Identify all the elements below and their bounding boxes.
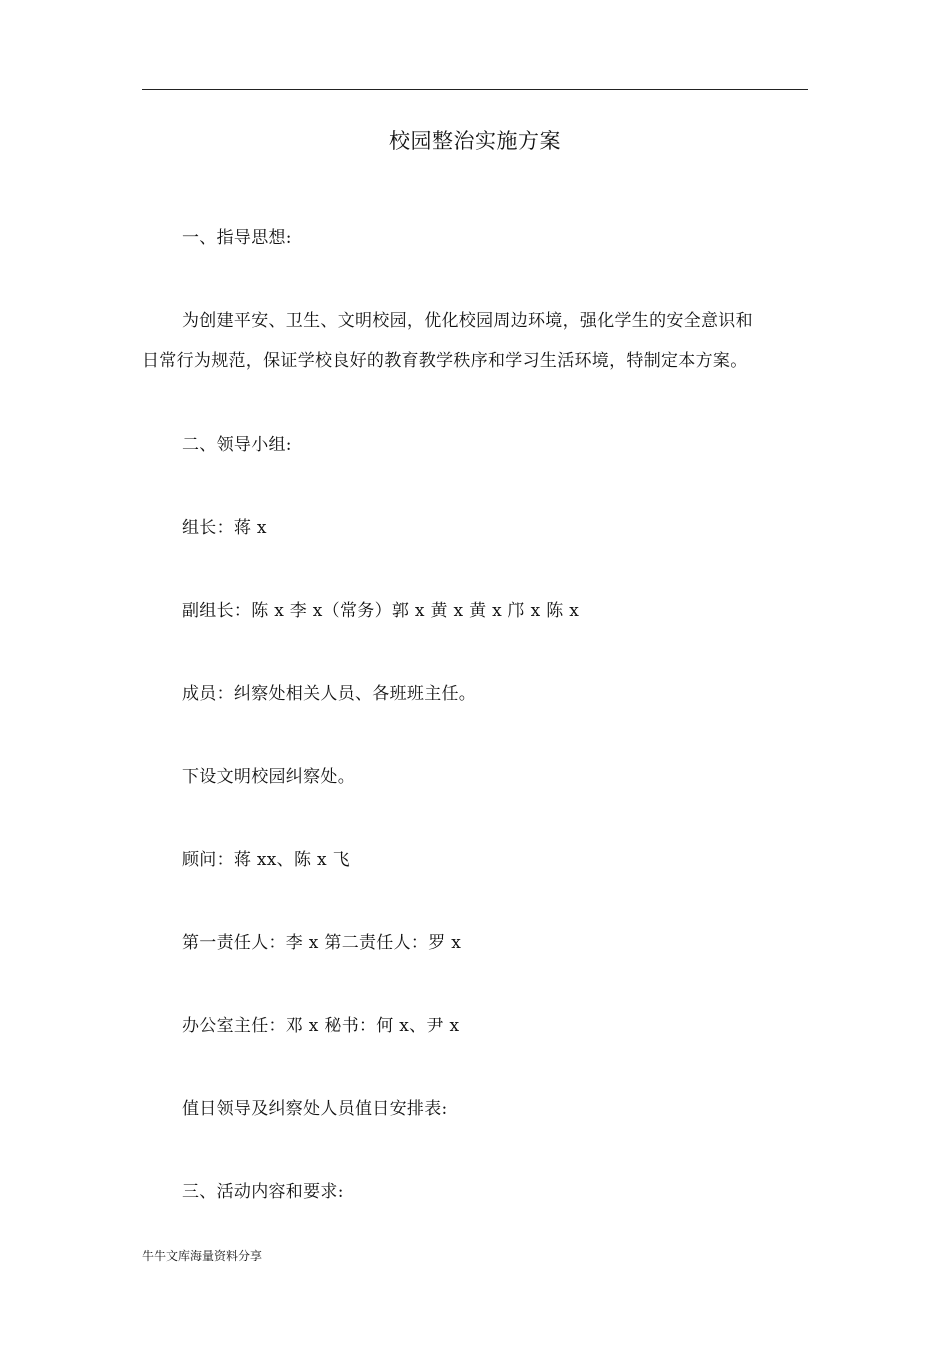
responsible-line: 第一责任人：李 x 第二责任人：罗 x <box>182 933 462 953</box>
advisors-line: 顾问：蒋 xx、陈 x 飞 <box>182 850 350 870</box>
leadership-heading: 二、领导小组: <box>182 435 292 455</box>
page-footer: 牛牛文库海量资料分享 <box>142 1249 263 1263</box>
guiding-body-line-2: 日常行为规范，保证学校良好的教育教学秩序和学习生活环境，特制定本方案。 <box>142 351 748 371</box>
deputy-leaders-line: 副组长：陈 x 李 x（常务）郭 x 黄 x 黄 x 邝 x 陈 x <box>182 601 580 621</box>
activities-heading: 三、活动内容和要求: <box>182 1182 344 1202</box>
duty-schedule-line: 值日领导及纠察处人员值日安排表: <box>182 1099 448 1119</box>
header-rule <box>142 89 808 90</box>
leader-line: 组长：蒋 x <box>182 518 267 538</box>
document-title: 校园整治实施方案 <box>389 129 561 153</box>
guiding-body <box>142 301 808 381</box>
members-line: 成员：纠察处相关人员、各班班主任。 <box>182 684 477 704</box>
office-director-line: 办公室主任：邓 x 秘书：何 x、尹 x <box>182 1016 460 1036</box>
guiding-body-line-1: 为创建平安、卫生、文明校园，优化校园周边环境，强化学生的安全意识和 <box>182 311 753 331</box>
sub-office-line: 下设文明校园纠察处。 <box>182 767 355 787</box>
guiding-heading: 一、指导思想: <box>182 228 292 248</box>
